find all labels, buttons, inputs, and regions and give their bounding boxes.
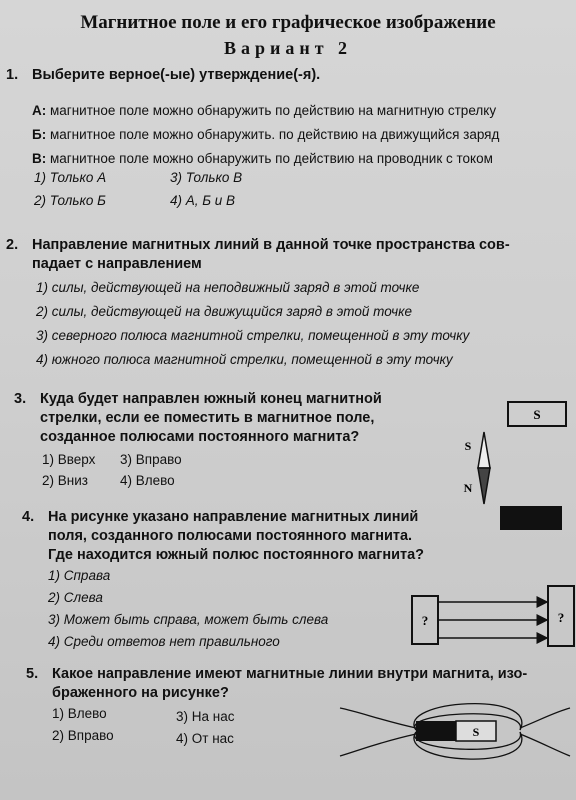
question-number: 1. [6,67,19,83]
question-number: 2. [6,237,19,253]
page-title: Магнитное поле и его графическое изображение [80,12,496,33]
question-number: 3. [14,391,27,407]
statement-label: Б: [32,127,47,142]
answer-option-1[interactable]: 1) силы, действующей на неподвижный заряд в этой точке [36,280,420,295]
question-text: Выберите верное(-ые) утверждение(-я). [32,67,321,83]
right-pole-label: ? [557,610,565,625]
question-text: На рисунке указано направление магнитных линий [48,509,419,525]
answer-option-1[interactable]: 1) Вверх [42,452,96,467]
question-2-cont: падает с направлением [32,256,202,272]
field-line [520,708,570,728]
left-pole-label: ? [421,613,429,628]
question-3-line3: созданное полюсами постоянного магнита? [40,429,360,445]
answer-option-3[interactable]: 3) Вправо [120,452,182,467]
question-4-line3: Где находится южный полюс постоянного магнита? [48,547,425,563]
question-text: Направление магнитных линий в данной точке пространства сов- [32,237,510,253]
answer-option-3[interactable]: 3) Только В [170,170,243,185]
answer-option-1[interactable]: 1) Только А [34,170,107,185]
question-5-cont: браженного на рисунке? [52,685,229,701]
needle-top-label: S [464,439,472,453]
answer-option-2[interactable]: 2) Вниз [42,473,88,488]
answer-option-4[interactable]: 4) Среди ответов нет правильного [48,634,280,649]
statement-text: магнитное поле можно обнаружить по действию на проводник с током [50,151,493,166]
answer-option-3[interactable]: 3) Может быть справа, может быть слева [48,612,329,627]
statement-text: магнитное поле можно обнаружить. по действию на движущийся заряд [49,127,500,142]
field-line [340,708,416,728]
answer-option-2[interactable]: 2) Вправо [52,728,114,743]
answer-option-1[interactable]: 1) Влево [52,706,107,721]
question-number: 5. [26,666,39,682]
answer-option-4[interactable]: 4) А, Б и В [170,193,236,208]
needle-bottom-label: N [463,481,473,495]
statement-label: В: [32,151,47,166]
answer-option-4[interactable]: 4) южного полюса магнитной стрелки, помещенной в эту точку [36,352,453,367]
question-text: Какое направление имеют магнитные линии внутри магнита, изо- [52,666,528,682]
statement-label: А: [32,103,47,118]
question-4-line2: поля, созданного полюсами постоянного магнита. [48,528,413,544]
question-text: Куда будет направлен южный конец магнитной [40,391,382,407]
statement-text: магнитное поле можно обнаружить по действию на магнитную стрелку [50,103,497,118]
variant-label: Вариант 2 [223,38,353,58]
question-3-line2: стрелки, если ее поместить в магнитное поле, [40,410,375,426]
magnet-north-half [416,721,456,741]
magnet-pole-label: S [533,407,541,422]
answer-option-2[interactable]: 2) Слева [48,590,103,605]
answer-option-3[interactable]: 3) северного полюса магнитной стрелки, помещенной в эту точку [36,328,470,343]
answer-option-2[interactable]: 2) Только Б [34,193,106,208]
field-line [340,734,416,756]
answer-option-4[interactable]: 4) Влево [120,473,175,488]
answer-option-1[interactable]: 1) Справа [48,568,111,583]
magnet-pole-label: S [472,725,480,739]
answer-option-3[interactable]: 3) На нас [176,709,235,724]
field-line [520,734,570,756]
answer-option-4[interactable]: 4) От нас [176,731,234,746]
answer-option-2[interactable]: 2) силы, действующей на движущийся заряд в этой точке [36,304,412,319]
question-number: 4. [22,509,35,525]
